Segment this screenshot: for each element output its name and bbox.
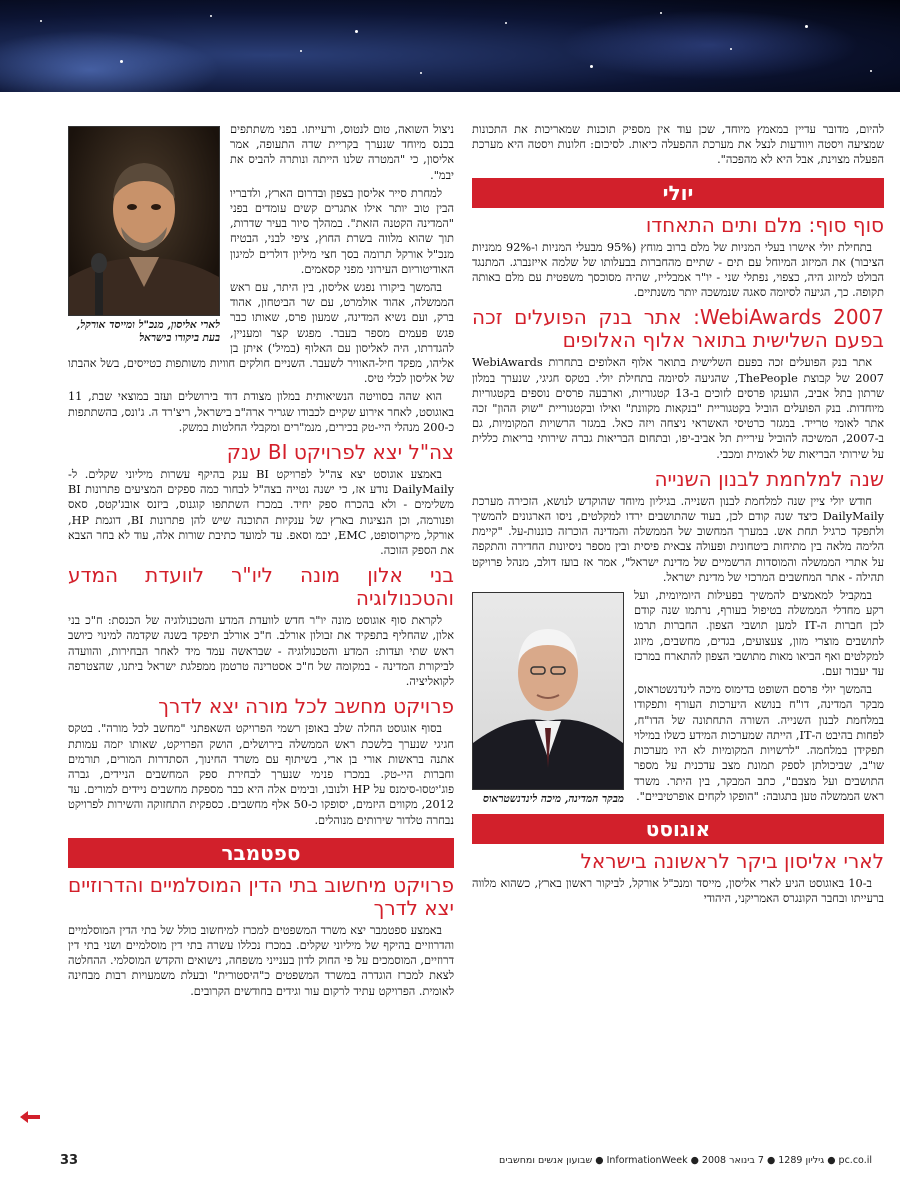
heading-courts-project: פרויקט מיחשוב בתי הדין המוסלמיים והדרוזיים יצא לדרך <box>68 872 454 920</box>
paragraph-alon-committee: לקראת סוף אוגוסט מונה יו"ר חדש לוועדת המדע והטכנולוגיה של הכנסת: ח"כ בני אלון, שהחליף בתפקיד את זבולון אורלב. ח"כ אורלב תיפקד בשנה שקדמה למינוי כיושב ראש שתי ועדות: המדע והטכנולוגיה - שבראשה עמד מיד לאחר הבחירות, והוועדה לביקורת המדינה - במקומה של ח"כ אסטרינה טרטמן ממפלגת ישראל ביתנו, שהצטרפה לקואליציה. <box>68 614 454 689</box>
paragraph-lebanon-3: בהמשך יולי פרסם השופט בדימוס מיכה לינדנשטראוס, מבקר המדינה, דו"ח בנושא היערכות העורף ותפקודו במלחמת לבנון השנייה. השורה התחתונה של הדו"ח, לפחות בהיבט ה-IT, הייתה שמערכות המידע כשלו במילוי תפקידן במלחמה. "לרשויות המקומיות לא היו מערכות שו"ב, שביכולתן לספק תמונת מצב עדכנית על מספר התושבים ועל מצבם", כתב המבקר, בין היתר. משרד ראש הממשלה טען בתגובה: "הופקו לקחים אופרטיביים". <box>634 683 884 803</box>
heading-malam-tim: סוף סוף: מלם ותים התאחדו <box>645 212 884 237</box>
heading-teacher-laptop: פרויקט מחשב לכל מורה יצא לדרך <box>158 694 454 719</box>
paragraph-ellison-visit: ב-10 באוגוסט הגיע לארי אליסון, מייסד ומנכ"ל אורקל, לביקור ראשון בארץ, כשהוא מלווה ברעייתו ובחבר הקונגרס האמריקני, היהודי <box>472 876 884 906</box>
paragraph-lebanon-1: חודש יולי ציין שנה למלחמת לבנון השנייה. בגיליון מיוחד שהוקדש לנושא, הזכירה מערכת DailyMaily כיצד שנה קודם לכן, בעוד שהתושבים ירדו למקלטים, ניסו הארגונים להמשיך ולתפקד כרגיל תחת אש. במערך המחשוב של הממשלה והמדינה הוכרזה כוננות-על. "קיימת הלימה מלאה בין מתיחות ביטחונית ופעולה צבאית פיסית ובין מספר ניסיונות החדירה והתקפה על אתרי הממשלה והמוסדות הרשמיים של מדינת ישראל", אמר אז בועז דולב, מנהל פרויקט תהילה - אתר המחשבים המרכזי של מדינת ישראל. <box>472 494 884 584</box>
heading-lebanon-war: שנה למלחמת לבנון השנייה <box>654 466 884 491</box>
intro-paragraph: להיום, מדובר עדיין במאמץ מיוחד, שכן עוד אין מספיק תוכנות שמאריכות את התכונות שמציעה ויסטה ויוודעות לנצל את מערכת ההפעלה כיאות. לסיכום: חלונות ויסטה היא מערכת הפעלה מצוינת, אבל היא לא מהפכה". <box>472 123 884 167</box>
paragraph-lebanon-2: במקביל למאמצים להמשיך בפעילות היומיומית, ועל רקע מחדלי הממשלה בטיפול בעורף, נרתמו שנה קודם לכן חברות ה-IT למען תושבי הצפון. החברות תרמו לתושבים מוצרי מזון, צעצועים, בגדים, מחשבים, מיזוג למקלטים ואף הביאו מאות מתושבי הצפון להתארח במרכז עד יעבור זעם. <box>634 589 884 679</box>
paragraph-malam-tim: בתחילת יולי אישרו בעלי המניות של מלם ברוב מוחץ (95% מבעלי המניות ו-92% ממניות הציבור) את המיזוג המיוחל עם תים - שתיים מהחברות בבעלותו של שלמה אייזנברג. המתנגד הבולט למיזוג היה, כצפוי, נפתלי שני - יו"ר אמבלייז, שהיה מסוכסך משפטית עם מלם באותה תקופה. כך, הגיעה לסיומה סאגה שנמשכה יותר משנתיים. <box>472 240 884 300</box>
portrait-icon <box>69 127 219 315</box>
photo-lindenstrauss <box>472 592 624 806</box>
month-band-september: ספטמבר <box>68 838 454 868</box>
paragraph-ellison-4: הוא שהה בסוויטה הנשיאותית במלון מצודת דוד בירושלים ועזב במוצאי שבת, 11 באוגוסט, לאחר אירוע שקיים לכבודו שגריר ארה"ב בישראל, ריצ'רד ה. ג'ונס, בהשתתפות כ-200 מנהלי היי-טק בכירים, מנמ"רים ומקבלי החלטות במשק. <box>68 390 454 434</box>
photo-ellison <box>68 126 220 345</box>
paragraph-ellison-1: ניצול השואה, טום לנטוס, ורעייתו. בפני משתתפים בכנס מיוחד שנערך בקריית שדה התעופה, אמר אליסון, כי "המטרה שלנו הייתה ונותרה להביס את יבמ". <box>230 123 454 182</box>
paragraph-webiawards: אתר בנק הפועלים זכה בפעם השלישית בתואר אלוף האלופים בתחרות WebiAwards 2007 של קבוצת ThePeople, שהגיעה לסיומה בתחילת יולי. בטקס חגיגי, שנערך במלון שרתון בתל אביב, הוענקו פרסים לזוכים ב-13 קטגוריות, וארבעה פרסים נוספים בקטגוריות מיוחדות. בנק הפועלים הוביל בקטגוריית "בנקאות מקוונת" ואילו ובקטגוריית "שוק ההון" זכה אתר לאומי טרייד. במגזר כרטיסי האשראי ניצחה ויזה כאל. במגזר הרשויות המקומיות, גם ב-2007, המשיכה להוביל עיריית תל אביב-יפו, ובתחום הבריאות גברה שירותי בריאות כללית על שירותי הבריאות של לאומית ומכבי. <box>472 356 884 461</box>
left-column <box>68 122 454 1002</box>
continue-arrow-icon <box>18 1110 42 1124</box>
paragraph-idf-bi: באמצע אוגוסט יצא צה"ל לפרויקט BI ענק בהיקף עשרות מיליוני שקלים. ל-DailyMaily נודע אז, כי ישנה נטייה בצה"ל לבחור כמה ספקים המציעים פתרונות BI משלימים - ולא בהכרח ספק יחיד. במכרז השתתפו קוגנוס, ביזנס אובג'קטס, סאס ופנורמה, וכן הנציגות בארץ של ענקיות התוכנה שיש להן פתרונות BI, דוגמת HP, אורקל, מיקרוסופט, EMC, יבמ וסאפ. עד למועד כתיבת שורות אלה, עוד לא בחר הצבא את הספק הזוכה. <box>68 468 454 558</box>
heading-idf-bi: צה"ל יצא לפרויקט BI ענק <box>226 440 454 465</box>
heading-alon-committee: בני אלון מונה ליו"ר לוועדת המדע והטכנולוגיה <box>68 563 454 611</box>
heading-webiawards: WebiAwards 2007: אתר בנק הפועלים זכה בפעם השלישית בתואר אלוף האלופים <box>472 305 884 353</box>
page-number: 33 <box>60 1153 79 1168</box>
photo-caption-lindenstrauss: מבקר המדינה, מיכה לינדנשטראוס <box>482 793 624 806</box>
photo-caption-ellison: לארי אליסון, מנכ"ל ומייסד אורקל, בעת ביקורו בישראל <box>76 319 220 344</box>
month-band-august: אוגוסט <box>472 814 884 844</box>
paragraph-ellison-2: למחרת סייר אליסון בצפון ובדרום הארץ, ולדבריו הבין טוב יותר אילו אתגרים קשים עומדים בפני "המדינה הקטנה הזאת". במהלך סיור בעיר שדרות, תוך שהוא מלווה בשרת החוץ, ציפי לבני, הבטיח מנכ"ל אורקל תרומה בסך חצי מיליון דולרים למיגון האודיטוריום העירוני מפני קסאמים. <box>230 186 454 276</box>
footer-text: שבועון אנשים ומחשבים ● InformationWeek ● גיליון 1289 ● 7 בינואר 2008 ● pc.co.il <box>499 1155 872 1166</box>
month-band-july: יולי <box>472 178 884 208</box>
heading-ellison-visit: לארי אליסון ביקר לראשונה בישראל <box>580 848 884 873</box>
portrait-icon <box>473 593 623 789</box>
header-banner-space-image <box>0 0 900 92</box>
paragraph-courts-project: באמצע ספטמבר יצא משרד המשפטים למכרז למיחשוב כולל של בתי הדין המוסלמיים והדרוזיים בהיקף של מיליוני שקלים. במכרז נכללו עשרה בתי דין מוסלמיים ושני בתי דין דרוזיים, המוסמכים על פי החוק לדון בענייני משפחה, נישואים והקדש המוסלמי. ההחלטה לצאת למכרז הוגדרה במשרד המשפטים כ"היסטורית" ובעלת משמעויות רבות מבחינה לאומית. הפרויקט עתיד לרקום עור וגידים בחודשים הקרובים. <box>68 923 454 998</box>
paragraph-ellison-3: בהמשך ביקורו נפגש אליסון, בין היתר, עם ראש הממשלה, אהוד אולמרט, עם שר הביטחון, אהוד ברק, ועם נשיא המדינה, שמעון פרס, שאותו כבר פגש פעמים מספר בעבר. מפגש קצר ומעניין, להגדרתו, היה לאליסון עם האלוף (במיל') איתן בן אליהו, מפקד חיל-האוויר לשעבר. השניים חולקים חוויות משותפות כטייסים, בשל אהבתו של אליסון לכלי טיס. <box>68 281 454 386</box>
right-column <box>472 122 884 909</box>
paragraph-teacher-laptop: בסוף אוגוסט החלה שלב באופן רשמי הפרויקט השאפתני "מחשב לכל מורה". בטקס חגיגי שנערך בלשכת ראש הממשלה בירושלים, הושק הפרויקט, שאותו יזמה עמותת אתנה בראשות אורי בן ארי, בשיתוף עם משרד החינוך, הסתדרות המורים, תורמים וחברות היי-טק. במכרז פנימי שנערך לבחירת ספק המחשבים הניידים, גברה פוג'יטסו-סימנס על HP ולנובו, ובימים אלה היא כבר מספקת מחשבים ניידים למורים. עד 2012, מקווים היזמים, יסופקו כ-50 אלף מחשבים. כספקית התחזוקה והשירות לפרויקט נבחרה טלדור שירותים מנוהלים. <box>68 722 455 827</box>
page-footer <box>60 1155 890 1171</box>
